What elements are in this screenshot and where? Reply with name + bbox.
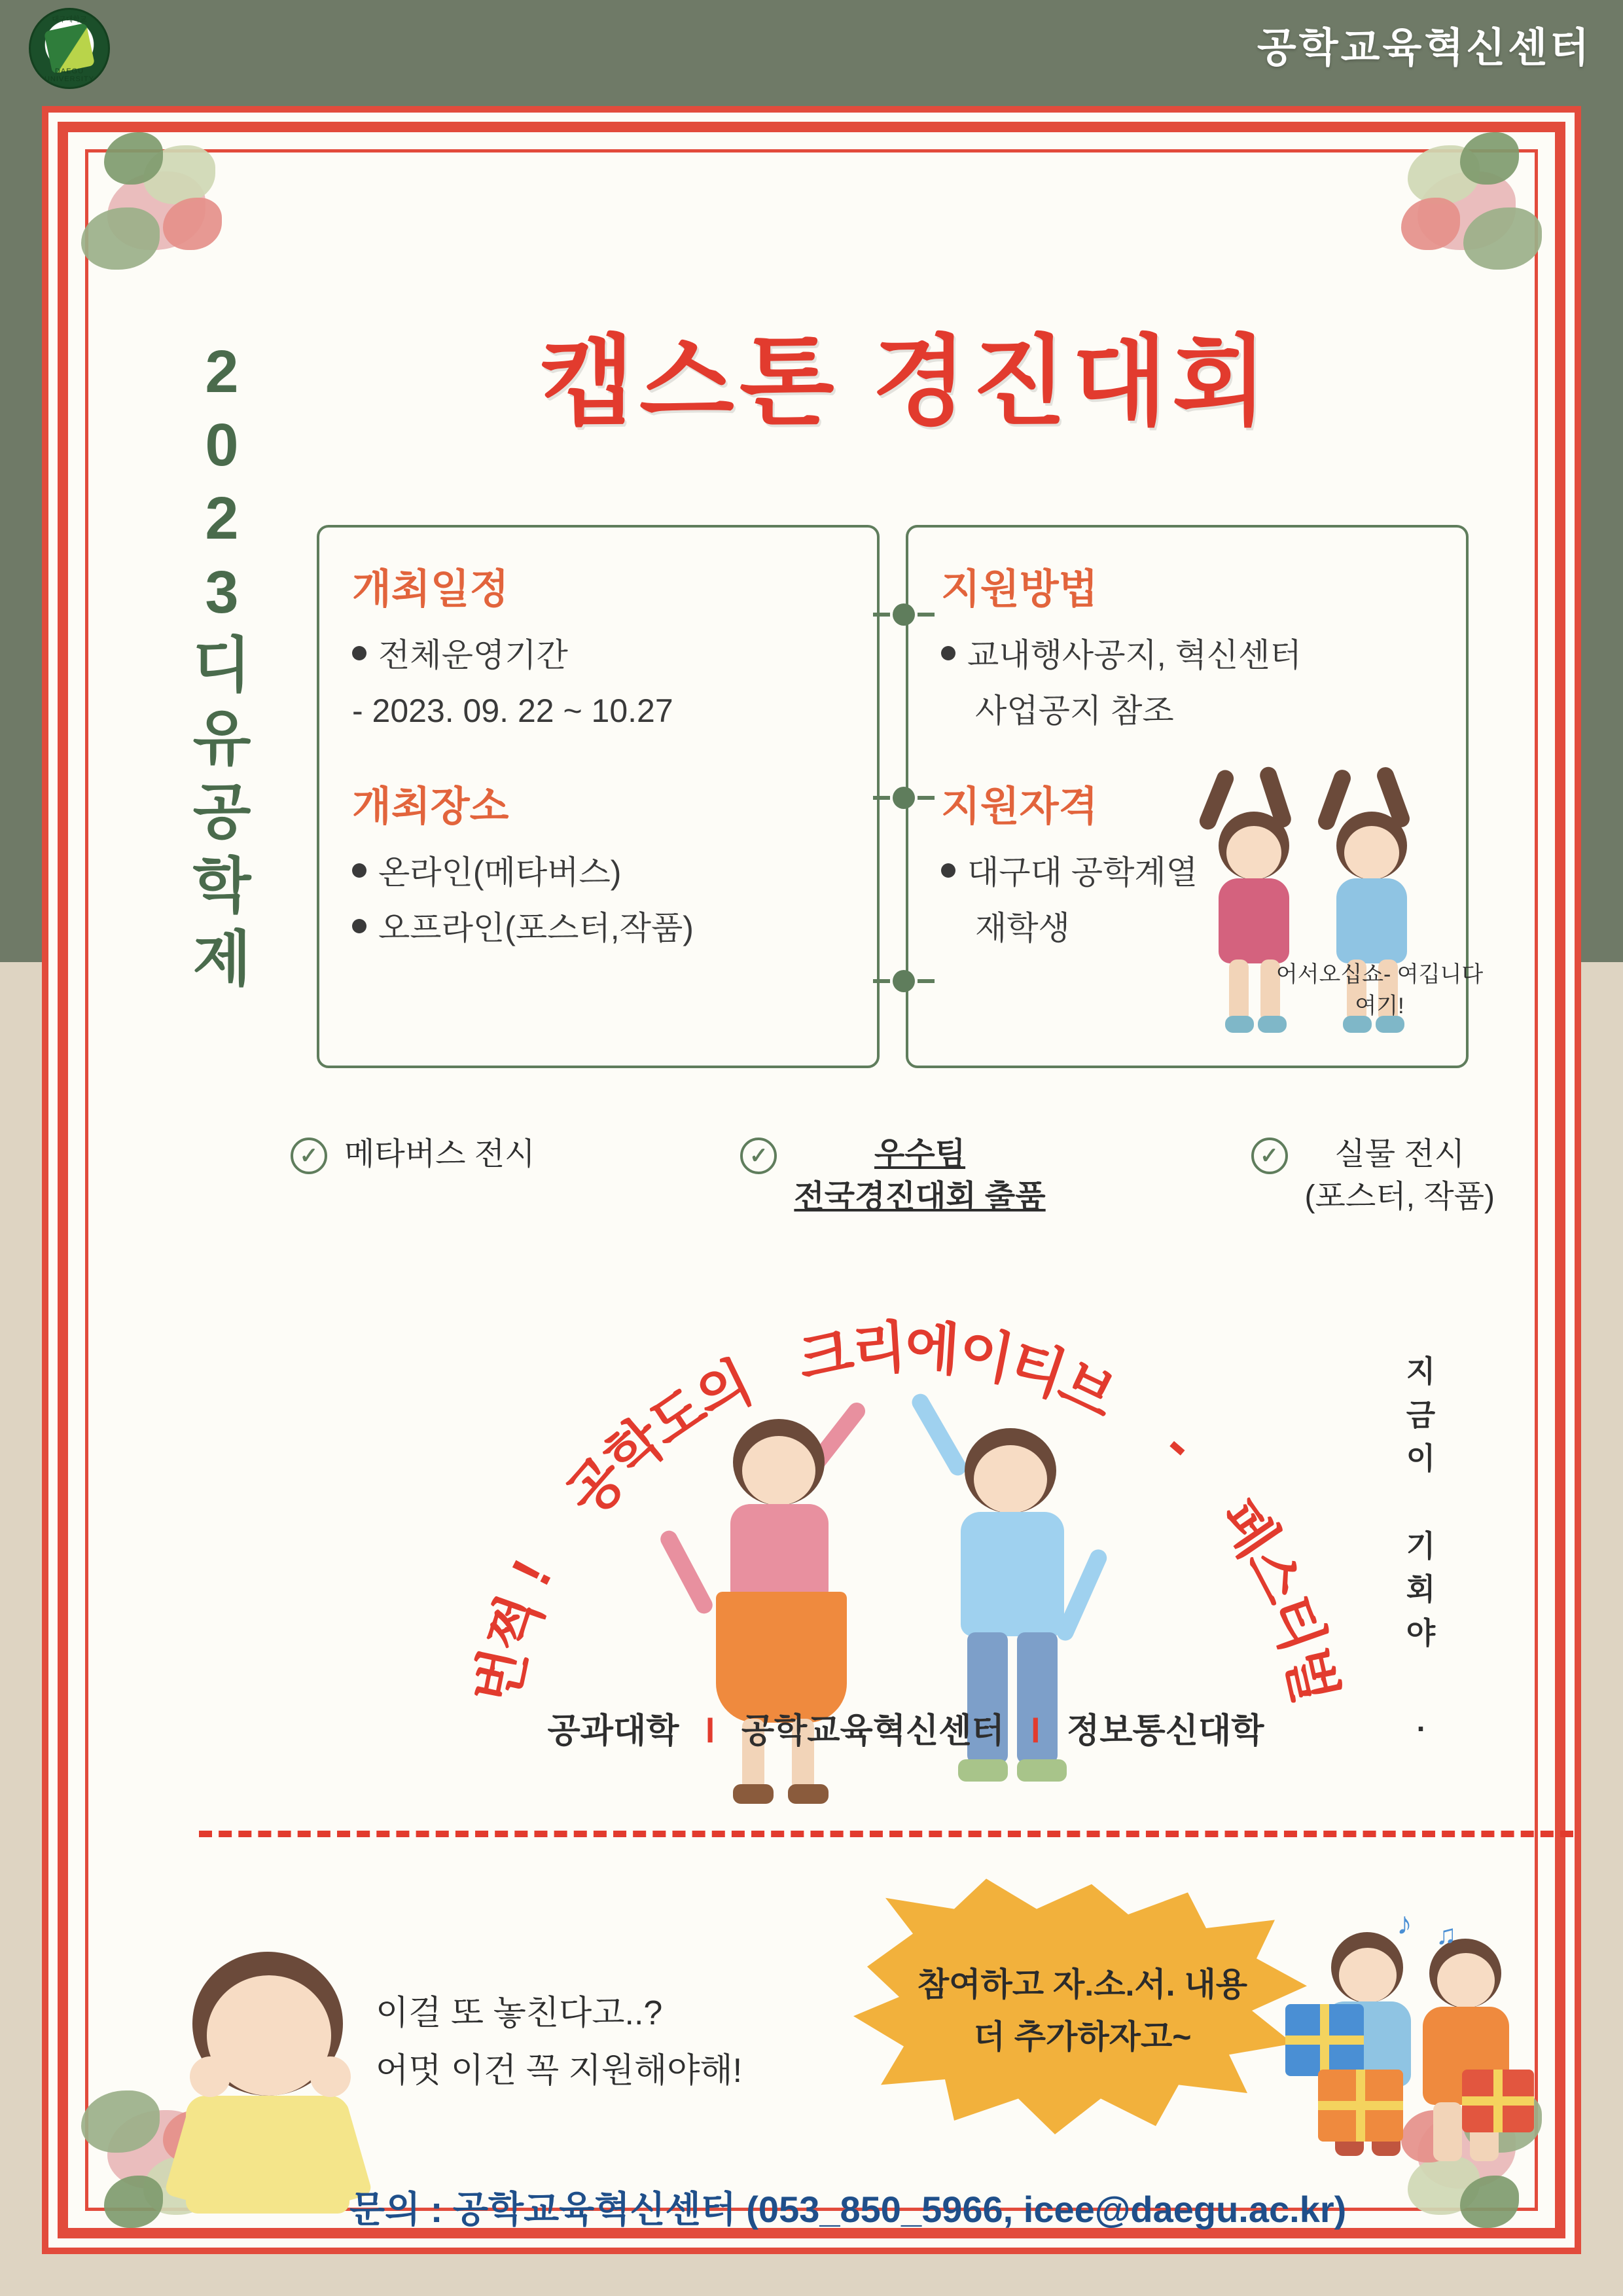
- page-title: 캡스톤 경진대회: [539, 327, 1272, 437]
- bullet-icon: [352, 863, 366, 878]
- info-boxes: [317, 525, 1484, 1068]
- page-header: [0, 0, 1623, 88]
- poster-card: [58, 122, 1565, 2238]
- gift-box-icon: [1462, 2070, 1534, 2132]
- info-subline: - 2023. 09. 22 ~ 10.27: [352, 692, 673, 729]
- connector-dot: [893, 970, 915, 992]
- arc-slogan-char: !: [499, 1550, 564, 1596]
- info-subline: 사업공지 참조: [975, 692, 1174, 729]
- speech-line: 어멋 이건 꼭 지원해야해!: [376, 2052, 743, 2090]
- arc-slogan-char: 도: [637, 1375, 718, 1458]
- arc-slogan-char: 스: [1234, 1536, 1315, 1614]
- contact-info: 문의 : 공학교육혁신센터 (053_850_5966, icee@daegu.ac.kr): [349, 2189, 1347, 2230]
- gift-box-icon: [1285, 2004, 1364, 2076]
- info-item-label: 전체운영기간: [378, 637, 568, 673]
- arc-slogan-char: -: [1152, 1414, 1208, 1475]
- university-logo-icon: [29, 8, 110, 89]
- info-subline: 재학생: [975, 909, 1070, 946]
- sticker-note: 어서오십쇼- 여깁니다 여기!: [1275, 962, 1484, 1018]
- burst-line: 참여하고 자.소.서. 내용: [917, 1966, 1248, 2003]
- side-title-char: 2: [205, 485, 239, 552]
- department-separator: l: [705, 1712, 715, 1750]
- right-vertical-note: [1385, 1350, 1457, 1742]
- info-item: [352, 905, 844, 952]
- side-title-char: 제: [192, 925, 251, 993]
- brand-title: 공학교육혁신센터: [1257, 26, 1592, 71]
- highlights-row: [291, 1134, 1495, 1265]
- right-note-char: [1385, 1655, 1457, 1699]
- right-note-char: 금: [1406, 1397, 1436, 1432]
- right-note-char: 지: [1406, 1354, 1436, 1388]
- burst-callout: [853, 1873, 1311, 2148]
- info-item: [352, 632, 844, 679]
- department-name: 공과대학: [547, 1712, 679, 1750]
- highlight-item: [291, 1134, 535, 1176]
- arc-slogan-char: 이: [953, 1319, 1019, 1393]
- connector-dot: [893, 603, 915, 626]
- info-item-label: 대구대 공학계열: [967, 854, 1198, 891]
- arc-slogan-char: 학: [594, 1407, 677, 1491]
- music-note-icon: ♪: [1397, 1907, 1412, 1941]
- highlight-label: 메타버스 전시: [344, 1137, 535, 1172]
- arc-slogan-char: 벌: [1274, 1642, 1347, 1710]
- department-name: 정보통신대학: [1067, 1712, 1264, 1750]
- bullet-icon: [352, 919, 366, 933]
- check-icon: ✓: [740, 1138, 777, 1174]
- side-title-char: 유: [192, 706, 251, 773]
- burst-line: 더 추가하자고~: [973, 2018, 1192, 2055]
- info-item-label: 오프라인(포스터,작품): [378, 909, 694, 946]
- check-icon: ✓: [1251, 1138, 1288, 1174]
- section-divider: [199, 1831, 1573, 1837]
- side-title-char: 학: [192, 852, 251, 920]
- info-heading-eligibility: 지원자격: [941, 784, 1098, 829]
- right-note-text: [1385, 1350, 1457, 1742]
- arc-slogan-char: 번: [465, 1642, 538, 1710]
- department-name: 공학교육혁신센터: [741, 1712, 1005, 1750]
- info-heading-venue: 개최장소: [352, 784, 509, 829]
- speech-line: 이걸 또 놓친다고..?: [376, 1994, 663, 2032]
- logo-top-text: 대구대학교: [52, 16, 87, 24]
- info-heading-schedule: 개최일정: [352, 567, 509, 612]
- logo-bottom-text: DAEGU UNIVERSITY: [44, 67, 94, 83]
- info-item-label: 온라인(메타버스): [378, 854, 622, 891]
- bullet-icon: [352, 646, 366, 660]
- left-speech-text: [376, 1984, 742, 2100]
- info-box-application: [906, 525, 1484, 1068]
- highlight-item: [1251, 1134, 1495, 1219]
- highlight-label: 실물 전시: [1334, 1137, 1465, 1172]
- arc-slogan-char: 페: [1206, 1488, 1289, 1570]
- side-title-char: 0: [205, 412, 239, 479]
- arc-slogan-char: 에: [903, 1316, 962, 1382]
- arc-slogan-char: 티: [1001, 1331, 1073, 1408]
- arc-slogan-char: 브: [1048, 1350, 1126, 1431]
- right-note-char: 회: [1406, 1572, 1436, 1607]
- vertical-year-title: [166, 335, 277, 996]
- highlight-label: 우수팀: [874, 1137, 966, 1172]
- highlight-sublabel: (포스터, 작품): [1304, 1179, 1495, 1214]
- highlight-item: [740, 1134, 1045, 1219]
- highlight-sublabel: 전국경진대회 출품: [794, 1179, 1046, 1214]
- right-note-char: 이: [1406, 1441, 1436, 1476]
- side-title-char: 디: [192, 632, 251, 699]
- connector-dot: [893, 787, 915, 809]
- right-note-char: [1385, 1480, 1457, 1524]
- department-line: [349, 1703, 1462, 1752]
- info-item-label: 교내행사공지, 혁신센터: [967, 637, 1302, 673]
- side-title-char: 2: [205, 338, 239, 405]
- arc-slogan-char: 쩍: [476, 1588, 555, 1660]
- arc-slogan-char: 공: [555, 1445, 639, 1528]
- info-item: [352, 849, 844, 897]
- info-box-schedule: [317, 525, 880, 1068]
- arc-slogan-char: 티: [1257, 1588, 1335, 1660]
- right-note-char: 기: [1406, 1528, 1436, 1563]
- dancing-couple-illustration: [631, 1376, 1174, 1834]
- check-icon: ✓: [291, 1138, 327, 1174]
- info-item: [941, 632, 1433, 679]
- side-title-char: 3: [205, 558, 239, 626]
- bullet-icon: [941, 646, 955, 660]
- bullet-icon: [941, 863, 955, 878]
- arc-slogan-char: 리: [849, 1316, 908, 1382]
- gift-box-icon: [1318, 2070, 1403, 2142]
- info-heading-how-to-apply: 지원방법: [941, 567, 1098, 612]
- department-separator: l: [1031, 1712, 1041, 1750]
- right-note-char: 야: [1406, 1616, 1436, 1651]
- arc-slogan-char: 의: [686, 1350, 763, 1431]
- side-title-char: 공: [192, 779, 251, 846]
- music-note-icon: ♫: [1436, 1919, 1457, 1950]
- gift-kids-illustration: [1298, 1906, 1547, 2207]
- right-note-char: .: [1416, 1703, 1425, 1738]
- arc-slogan-char: 크: [793, 1319, 859, 1393]
